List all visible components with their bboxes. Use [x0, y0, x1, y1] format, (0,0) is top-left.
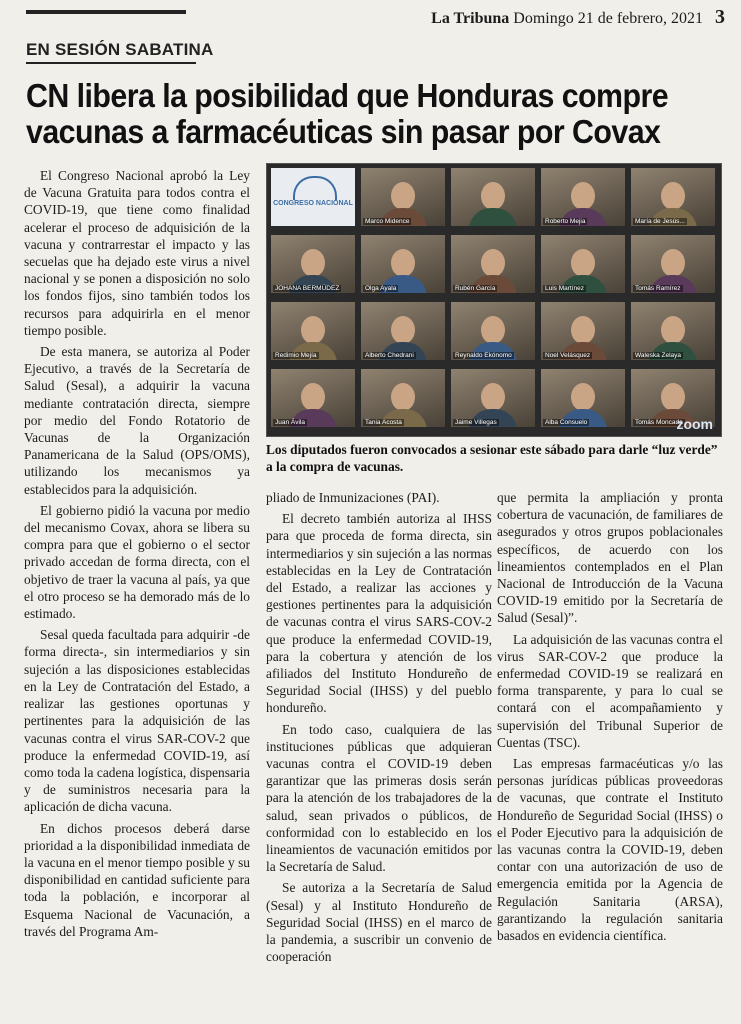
- issue-date: Domingo 21 de febrero, 2021: [513, 10, 703, 27]
- person-body: [469, 208, 517, 226]
- person-face: [661, 249, 685, 277]
- participant-name: Waleska Zelaya: [635, 352, 681, 359]
- participant-tile: [541, 302, 625, 360]
- section-label: EN SESIÓN SABATINA: [26, 40, 214, 59]
- participant-tile: [631, 168, 715, 226]
- person-face: [481, 249, 505, 277]
- person-face: [661, 383, 685, 411]
- participant-name: María de Jesús...: [635, 218, 685, 225]
- page-number: 3: [715, 6, 725, 28]
- participant-tile: [451, 168, 535, 226]
- participant-tile: [631, 235, 715, 293]
- participant-tile: [361, 168, 445, 226]
- person-face: [301, 249, 325, 277]
- participant-tile: [541, 168, 625, 226]
- section-rule: [26, 62, 196, 64]
- participant-tile: [271, 302, 355, 360]
- paragraph: El gobierno pidió la vacuna por medio del mecanismo Covax, ahora se libera su compra para que el gobierno o el sector privado accedan de forma directa, con el objetivo de traer la vacuna al país, ya que el otro proceso se ha demorado más de lo estimado.: [24, 502, 250, 622]
- person-face: [661, 316, 685, 344]
- person-face: [391, 249, 415, 277]
- person-face: [571, 383, 595, 411]
- participant-name: Juan Ávila: [275, 419, 305, 426]
- participant-tile: [451, 369, 535, 427]
- participant-name: Tomás Moncada: [635, 419, 683, 426]
- person-face: [391, 316, 415, 344]
- participant-tile: [451, 302, 535, 360]
- person-face: [301, 383, 325, 411]
- top-rule: [26, 10, 186, 14]
- person-face: [571, 249, 595, 277]
- participant-name: Roberto Mejia: [545, 218, 586, 225]
- participant-tile: [631, 302, 715, 360]
- participant-tile: [451, 235, 535, 293]
- person-face: [571, 182, 595, 210]
- participant-name: Tania Acosta: [365, 419, 402, 426]
- paragraph: El decreto también autoriza al IHSS para que proceda de forma directa, sin intermediarios y sin sujeción a las normas establecidas en la Ley de Contratación del Estado, a realizar las acciones y gestiones pertinentes para la adquisición de vacunas contra el virus SARS-COV-2 que produce la enfermedad COVID-19, para la cobertura y atención de los afiliados del Instituto Hondureño de Seguridad Social (IHSS) y del pueblo hondureño.: [266, 511, 492, 716]
- participant-name: Alba Consuelo: [545, 419, 588, 426]
- participant-tile: [541, 235, 625, 293]
- person-face: [391, 182, 415, 210]
- person-face: [481, 383, 505, 411]
- article-column-2: [266, 489, 492, 1014]
- paragraph: De esta manera, se autoriza al Poder Ejecutivo, a través de la Secretaría de Salud (Sesal), a adquirir la vacuna mediante contratación directa, siempre por medio del Fondo Rotatorio de Vacunas de la Organización Panamericana de la Salud (OPS/OMS), utilizando los mecanismos ya establecidos para la adquisición.: [24, 344, 250, 497]
- participant-name: JOHANA BERMÚDEZ: [275, 285, 340, 292]
- participant-name: Jaime Villegas: [455, 419, 497, 426]
- person-face: [391, 383, 415, 411]
- participant-tile: [271, 369, 355, 427]
- page-header: [300, 6, 725, 32]
- paragraph: En dichos procesos deberá darse prioridad a la disponibilidad inmediata de la vacuna en el menor tiempo posible y su disponibilidad en cantidad suficiente para toda la población, e incorporar al Esquema Nacional de Vacunación, a través del Programa Am-: [24, 820, 250, 939]
- newspaper-name: La Tribuna: [431, 10, 510, 27]
- article-column-3: [497, 489, 723, 1014]
- congress-building-icon: [293, 176, 337, 200]
- participant-name: Redimio Mejía: [275, 352, 317, 359]
- video-call-grid: [271, 168, 717, 432]
- paragraph: Se autoriza a la Secretaría de Salud (Sesal) y al Instituto Hondureño de Seguridad Social (IHSS) en el marco de la pandemia, a suscribir un convenio de cooperación: [266, 880, 492, 965]
- participant-tile: [361, 369, 445, 427]
- participant-name: Marco Midence: [365, 218, 410, 225]
- photo-caption: Los diputados fueron convocados a sesionar este sábado para darle “luz verde” a la compra de vacunas.: [266, 442, 718, 474]
- zoom-watermark: zoom: [676, 416, 713, 432]
- person-face: [481, 316, 505, 344]
- paragraph: Sesal queda facultada para adquirir -de forma directa-, sin intermediarios y sin sujeción a las disposiciones establecidas en la Ley de Contratación del Estado, a realizar las gestiones oportunas y pertinentes para la adquisición de las vacunas contra el virus SAR-COV-2 que produce la enfermedad COVID-19, así como toda la cadena logística, dispensaria y de suministros necesaria para la aplicación de dicha vacuna.: [24, 627, 250, 815]
- headline: CN libera la posibilidad que Honduras compre vacunas a farmacéuticas sin pasar por Covax: [26, 77, 669, 150]
- person-face: [661, 182, 685, 210]
- article-column-1: [24, 167, 250, 1012]
- participant-name: Rubén García: [455, 285, 496, 292]
- person-face: [481, 182, 505, 210]
- paragraph: que permita la ampliación y pronta cobertura de vacunación, de familiares de asegurados y otros grupos poblacionales específicos, de acuerdo con los lineamientos contemplados en el Plan Nacional de Introducción de la Vacuna COVID-19 emitido por la Secretaría de Salud (Sesal)”.: [497, 490, 723, 626]
- paragraph: La adquisición de las vacunas contra el virus SAR-COV-2 que produce la enfermedad COVID-19 se realizará en forma transparente, y para lo cual se contará con el acompañamiento y supervisión del Tribunal Superior de Cuentas (TSC).: [497, 631, 723, 750]
- news-photo: [266, 163, 722, 437]
- participant-name: Alberto Chedrani: [365, 352, 414, 359]
- person-face: [571, 316, 595, 344]
- participant-name: Noel Velásquez: [545, 352, 591, 359]
- participant-name: Olga Ayala: [365, 285, 397, 292]
- participant-name: Luis Martínez: [545, 285, 585, 292]
- logo-text: CONGRESO NACIONAL: [273, 200, 353, 207]
- paragraph: pliado de Inmunizaciones (PAI).: [266, 490, 440, 505]
- paragraph: Las empresas farmacéuticas y/o las personas jurídicas públicas proveedoras de vacunas, que contrate el Instituto Hondureño de Seguridad Social (IHSS) o el Poder Ejecutivo para la adquisición de las vacunas contra la COVID-19, deben contar con una autorización de uso de emergencia emitida por la Agencia de Regulación Sanitaria (ARSA), garantizando la regulación sanitaria basados en evidencia científica.: [497, 756, 723, 944]
- participant-tile: [361, 235, 445, 293]
- participant-name: Reynaldo Ekónomo: [455, 352, 512, 359]
- paragraph: En todo caso, cualquiera de las instituciones públicas que adquieran vacunas contra el COVID-19 deben garantizar que las primeras dosis serán para la atención de los trabajadores de la salud, sean privados o públicos, de conformidad con lo establecido en los lineamientos de vacunación emitidos por la Secretaría de Salud.: [266, 721, 492, 875]
- participant-tile: [271, 235, 355, 293]
- participant-name: Tomás Ramírez: [635, 285, 681, 292]
- congreso-logo-tile: [271, 168, 355, 226]
- participant-tile: [541, 369, 625, 427]
- participant-tile: [361, 302, 445, 360]
- person-face: [301, 316, 325, 344]
- paragraph: El Congreso Nacional aprobó la Ley de Vacuna Gratuita para todos contra el COVID-19, que tiene como finalidad acelerar el proceso de adquisición de la vacuna y contrarrestar el impacto y las secuelas que ha dejado este virus a nivel nacional y se ponen a disposición no solo los fondos fijos, sino también todos los recursos para adquirirla en el menor tiempo posible.: [24, 168, 250, 338]
